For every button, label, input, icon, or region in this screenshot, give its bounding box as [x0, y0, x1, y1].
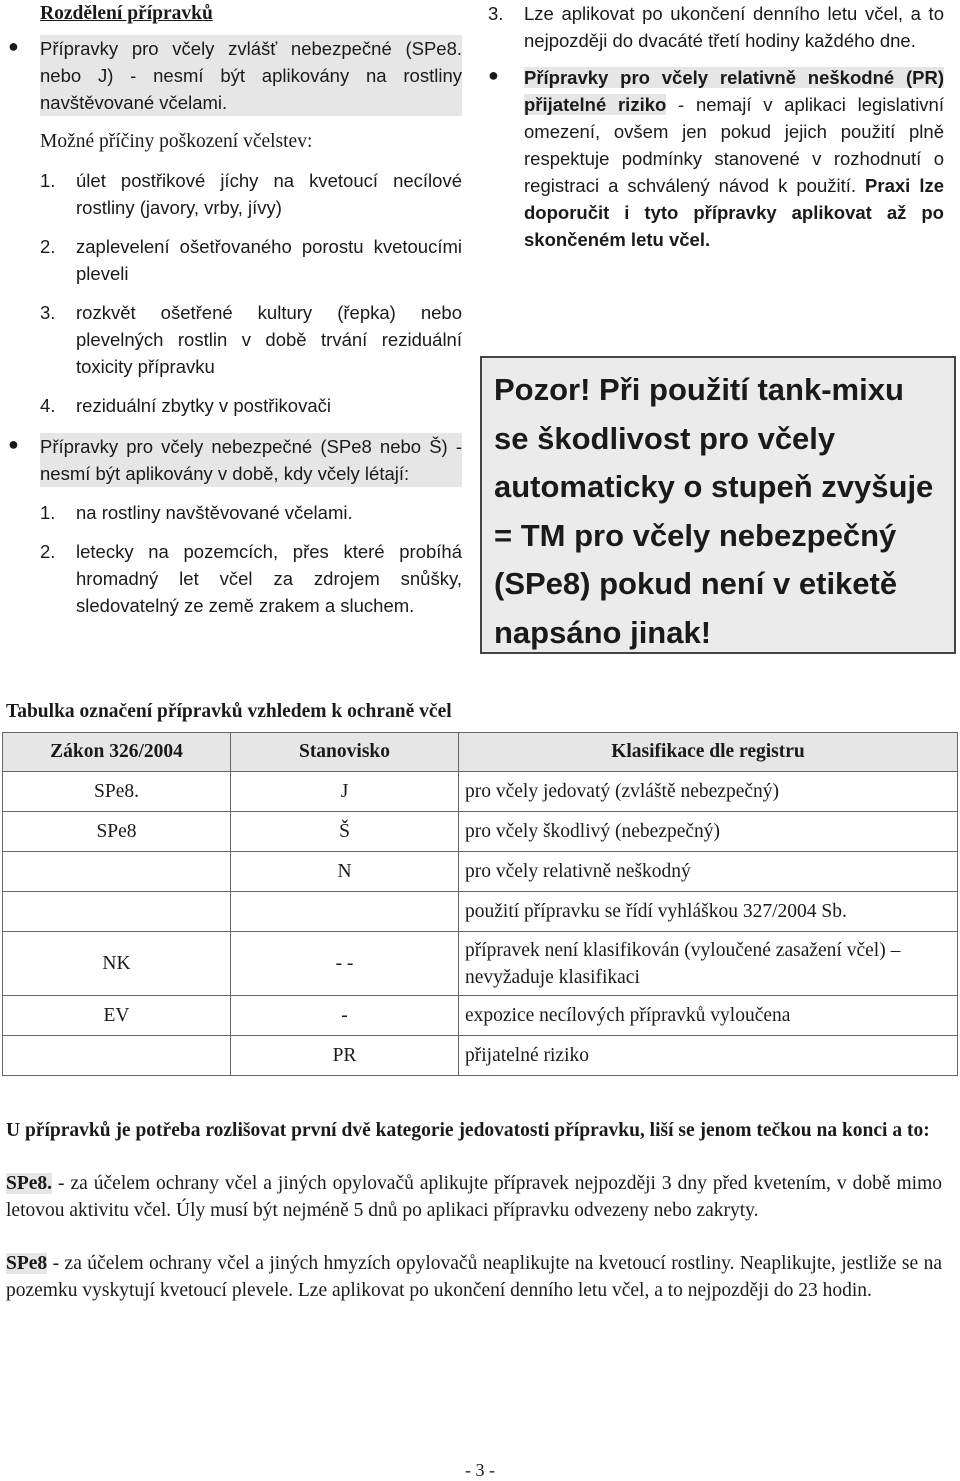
- table-row: [3, 996, 958, 1036]
- intro-paragraph: U přípravků je potřeba rozlišovat první dvě kategorie jedovatosti přípravku, liší se jenom tečkou na konci a to:: [6, 1120, 930, 1141]
- column-header: Klasifikace dle registru: [459, 733, 958, 772]
- law-code-cell: SPe8: [3, 812, 231, 852]
- law-code-cell: [3, 852, 231, 892]
- table-row: [3, 772, 958, 812]
- cause-item: [40, 167, 462, 221]
- rule-number: 1.: [40, 502, 56, 523]
- pr-category-label: Přípravky pro včely relativně neškodné (PR) přijatelné riziko: [524, 67, 944, 115]
- law-code-cell: SPe8.: [3, 772, 231, 812]
- tank-mix-warning-box: [480, 356, 956, 654]
- law-code-cell: NK: [3, 932, 231, 996]
- column-header: Zákon 326/2004: [3, 733, 231, 772]
- tank-mix-warning-text: Pozor! Při použití tank-mixu se škodlivost pro včely automaticky o stupeň zvyšuje = TM pro včely nebezpečný (SPe8) pokud není v etiketě napsáno jinak!: [494, 372, 934, 650]
- spe8-code: SPe8: [6, 1253, 48, 1274]
- table-title: Tabulka označení přípravků vzhledem k ochraně včel: [6, 701, 452, 722]
- table-row: [3, 1036, 958, 1076]
- bee-protection-table: [2, 732, 958, 1076]
- rule-text: na rostliny navštěvované včelami.: [76, 502, 353, 523]
- table-header-row: [3, 733, 958, 772]
- causes-title: Možné příčiny poškození včelstev:: [40, 131, 313, 152]
- cause-number: 1.: [40, 170, 56, 191]
- rule-item: [40, 538, 462, 619]
- bullet-dot-icon: ●: [8, 434, 19, 454]
- rule-number: 3.: [488, 3, 504, 24]
- bullet-very-dangerous-text: Přípravky pro včely zvlášť nebezpečné (SPe8. nebo J) - nesmí být aplikovány na rostliny navštěvované včelami.: [40, 35, 462, 116]
- classification-cell: pro včely škodlivý (nebezpečný): [459, 812, 958, 852]
- opinion-cell: J: [231, 772, 459, 812]
- classification-cell: přijatelné riziko: [459, 1036, 958, 1076]
- rule-text: letecky na pozemcích, přes které probíhá hromadný let včel za zdrojem snůšky, sledovatelný ze země zrakem a sluchem.: [76, 541, 462, 616]
- classification-cell: přípravek není klasifikován (vyloučené zasažení včel) – nevyžaduje klasifikaci: [459, 932, 958, 996]
- cause-item: [40, 299, 462, 380]
- bottom-text: [6, 1117, 942, 1330]
- cause-text: rozkvět ošetřené kultury (řepka) nebo plevelných rostlin v době trvání reziduální toxicity přípravku: [76, 302, 462, 377]
- pr-recommendation: Praxi lze doporučit i tyto přípravky aplikovat až po skončeném letu včel.: [524, 175, 945, 250]
- table-row: [3, 932, 958, 996]
- classification-cell: pro včely relativně neškodný: [459, 852, 958, 892]
- cause-number: 4.: [40, 395, 56, 416]
- opinion-cell: Š: [231, 812, 459, 852]
- law-code-cell: EV: [3, 996, 231, 1036]
- cause-text: úlet postřikové jíchy na kvetoucí necílové rostliny (javory, vrby, jívy): [76, 170, 462, 218]
- bullet-relatively-harmless: [488, 62, 945, 255]
- spe8-dot-paragraph: [6, 1170, 942, 1224]
- opinion-cell: PR: [231, 1036, 459, 1076]
- pr-category-text: - nemají v aplikaci legislativní omezení, ovšem jen pokud jejich použití plně respektuje podmínky stanovené v rozhodnutí o registraci a schválený návod k použití.: [524, 94, 944, 196]
- classification-cell: expozice necílových přípravků vyloučena: [459, 996, 958, 1036]
- opinion-cell: -: [231, 996, 459, 1036]
- column-header: Stanovisko: [231, 733, 459, 772]
- cause-text: reziduální zbytky v postřikovači: [76, 395, 331, 416]
- spe8-text: - za účelem ochrany včel a jiných hmyzích opylovačů neaplikujte na kvetoucí rostliny. Neaplikujte, jestliže se na pozemku vyskytují kvetoucí plevele. Lze aplikovat po ukončení denního letu včel, a to nejpozději do 23 hodin.: [6, 1253, 942, 1301]
- opinion-cell: N: [231, 852, 459, 892]
- opinion-cell: - -: [231, 932, 459, 996]
- classification-cell: pro včely jedovatý (zvláště nebezpečný): [459, 772, 958, 812]
- bullet-dot-icon: ●: [8, 36, 19, 56]
- bullet-dangerous: [8, 431, 462, 489]
- bullet-very-dangerous: [8, 33, 462, 118]
- rule-item-3: [488, 0, 944, 54]
- cause-number: 3.: [40, 302, 56, 323]
- page-number: - 3 -: [465, 1460, 495, 1480]
- table-row: [3, 892, 958, 932]
- spe8-paragraph: [6, 1250, 942, 1304]
- table-row: [3, 812, 958, 852]
- rule-item: [40, 499, 462, 526]
- spe8-dot-code: SPe8.: [6, 1173, 53, 1194]
- bullet-dangerous-text: Přípravky pro včely nebezpečné (SPe8 nebo Š) - nesmí být aplikovány v době, kdy včely létají:: [40, 433, 462, 487]
- cause-number: 2.: [40, 236, 56, 257]
- classification-cell: použití přípravku se řídí vyhláškou 327/2004 Sb.: [459, 892, 958, 932]
- rule-number: 2.: [40, 541, 56, 562]
- spe8-dot-text: - za účelem ochrany včel a jiných opylovačů aplikujte přípravek nejpozději 3 dny před kvetením, v době mimo letovou aktivitu včel. Úly musí být nejméně 5 dnů po aplikaci přípravku odvezeny nebo zakryty.: [6, 1173, 942, 1221]
- opinion-cell: [231, 892, 459, 932]
- right-column: [488, 0, 944, 255]
- rule-text: Lze aplikovat po ukončení denního letu včel, a to nejpozději do dvacáté třetí hodiny každého dne.: [524, 3, 944, 51]
- cause-item: [40, 233, 462, 287]
- law-code-cell: [3, 1036, 231, 1076]
- cause-text: zaplevelení ošetřovaného porostu kvetoucími pleveli: [76, 236, 462, 284]
- left-column: [6, 0, 462, 631]
- table-row: [3, 852, 958, 892]
- law-code-cell: [3, 892, 231, 932]
- cause-item: [40, 392, 462, 419]
- bullet-dot-icon: ●: [488, 65, 499, 85]
- section-heading: Rozdělení přípravků: [40, 3, 213, 24]
